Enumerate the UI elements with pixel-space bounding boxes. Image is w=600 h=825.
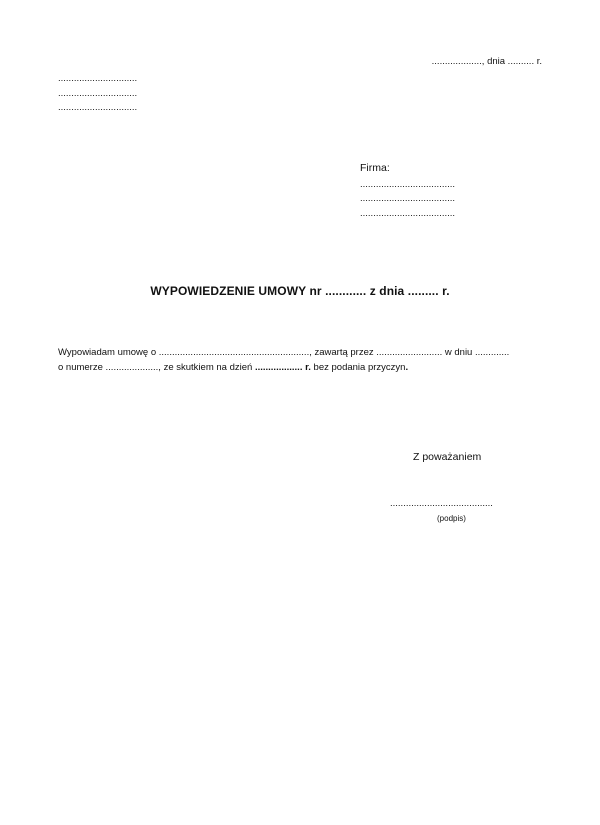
body-line-2 [58, 360, 509, 375]
company-line-2: .................................... [360, 193, 456, 204]
body-line-2-period: . [405, 362, 409, 373]
body-line-1: Wypowiadam umowę o ........................................................., zawartą przez ......................... w dniu ............. [58, 347, 510, 358]
body-line-2-text-b: bez podania przyczyn [310, 362, 406, 373]
closing-text: Z poważaniem [413, 451, 482, 463]
sender-line-2: .............................. [58, 87, 138, 99]
signature-caption: (podpis) [437, 514, 466, 523]
company-line-1: .................................... [360, 178, 456, 190]
signature-line: ....................................... [390, 498, 493, 509]
body-line-2-text-a: o numerze ...................., ze skutkiem na dzień [58, 362, 255, 373]
body-line-2-date-blank: .................. [254, 362, 303, 373]
company-label: Firma: [360, 162, 390, 174]
sender-line-3: .............................. [58, 102, 138, 113]
company-line-3: .................................... [360, 207, 456, 219]
body-line-2-year-suffix: r. [302, 362, 311, 373]
document-title: WYPOWIEDZENIE UMOWY nr ............ z dnia ......... r. [150, 284, 450, 298]
body-paragraph [58, 345, 509, 375]
date-line: ..................., dnia .......... r. [431, 56, 542, 67]
sender-line-1: .............................. [58, 73, 138, 84]
sender-block [58, 72, 137, 116]
company-block [360, 161, 455, 221]
